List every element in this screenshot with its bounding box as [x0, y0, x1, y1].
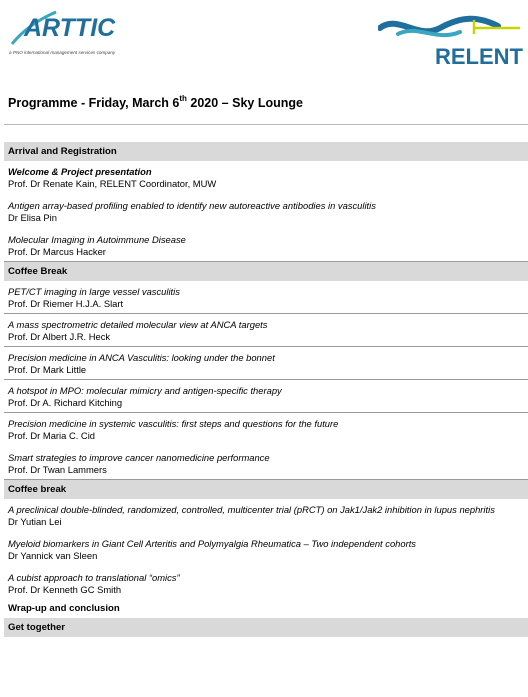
talk-block — [4, 380, 528, 413]
arttic-logo — [6, 6, 134, 58]
talk-item — [8, 234, 524, 258]
talk-title: A mass spectrometric detailed molecular view at ANCA targets — [8, 319, 268, 330]
talk-title: Myeloid biomarkers in Giant Cell Arteritis and Polymyalgia Rheumatica – Two independent cohorts — [8, 538, 416, 549]
talk-title: Antigen array-based profiling enabled to identify new autoreactive antibodies in vasculitis — [8, 200, 376, 211]
talk-speaker: Prof. Dr A. Richard Kitching — [8, 397, 123, 408]
session-header: Wrap-up and conclusion — [4, 599, 528, 618]
talk-block — [4, 161, 528, 262]
talk-title: Welcome & Project presentation — [8, 166, 152, 177]
talk-title: A cubist approach to translational “omics” — [8, 572, 180, 583]
talk-title: A preclinical double-blinded, randomized, controlled, multicenter trial (pRCT) on Jak1/Jak2 inhibition in lupus nephritis — [8, 504, 495, 515]
programme-table — [4, 142, 528, 637]
relent-logo — [378, 12, 524, 68]
relent-logo-wordmark: RELENT — [435, 44, 523, 68]
talk-item — [8, 200, 524, 224]
talk-speaker: Prof. Dr Renate Kain, RELENT Coordinator, MUW — [8, 178, 217, 189]
talk-title: Smart strategies to improve cancer nanomedicine performance — [8, 452, 270, 463]
arttic-logo-tagline: a PNO international management services company — [9, 50, 116, 55]
talk-speaker: Prof. Dr Marcus Hacker — [8, 246, 106, 257]
talk-item — [8, 166, 524, 190]
talk-title: Precision medicine in systemic vasculitis: first steps and questions for the future — [8, 418, 339, 429]
talk-block — [4, 499, 528, 599]
talk-speaker: Dr Yutian Lei — [8, 516, 62, 527]
talk-title: Molecular Imaging in Autoimmune Disease — [8, 234, 186, 245]
talk-item — [8, 572, 524, 596]
talk-block — [4, 347, 528, 380]
talk-title: Precision medicine in ANCA Vasculitis: looking under the bonnet — [8, 352, 275, 363]
arttic-logo-wordmark: ARTTIC — [24, 14, 116, 42]
talk-item — [8, 504, 524, 528]
relent-logo-wave — [380, 19, 498, 32]
talk-title: A hotspot in MPO: molecular mimicry and antigen-specific therapy — [8, 385, 282, 396]
session-header: Arrival and Registration — [4, 142, 528, 161]
session-header: Get together — [4, 618, 528, 637]
session-header: Coffee break — [4, 480, 528, 499]
talk-item — [8, 286, 524, 310]
talk-speaker: Prof. Dr Maria C. Cid — [8, 430, 95, 441]
relent-logo-wave-light — [398, 31, 460, 35]
talk-speaker: Prof. Dr Kenneth GC Smith — [8, 584, 122, 595]
talk-block — [4, 314, 528, 347]
talk-title: PET/CT imaging in large vessel vasculitis — [8, 286, 180, 297]
talk-block — [4, 413, 528, 480]
talk-item — [8, 352, 524, 376]
page-title: Programme - Friday, March 6th 2020 – Sky Lounge — [8, 94, 303, 111]
talk-speaker: Prof. Dr Mark Little — [8, 364, 87, 375]
talk-speaker: Prof. Dr Riemer H.J.A. Slart — [8, 298, 124, 309]
talk-item — [8, 452, 524, 476]
session-header: Coffee Break — [4, 262, 528, 281]
talk-speaker: Dr Elisa Pin — [8, 212, 57, 223]
talk-speaker: Prof. Dr Albert J.R. Heck — [8, 331, 111, 342]
talk-item — [8, 319, 524, 343]
talk-item — [8, 385, 524, 409]
talk-speaker: Dr Yannick van Sleen — [8, 550, 98, 561]
talk-speaker: Prof. Dr Twan Lammers — [8, 464, 107, 475]
talk-item — [8, 418, 524, 442]
title-divider — [4, 124, 528, 125]
talk-item — [8, 538, 524, 562]
talk-block — [4, 281, 528, 314]
